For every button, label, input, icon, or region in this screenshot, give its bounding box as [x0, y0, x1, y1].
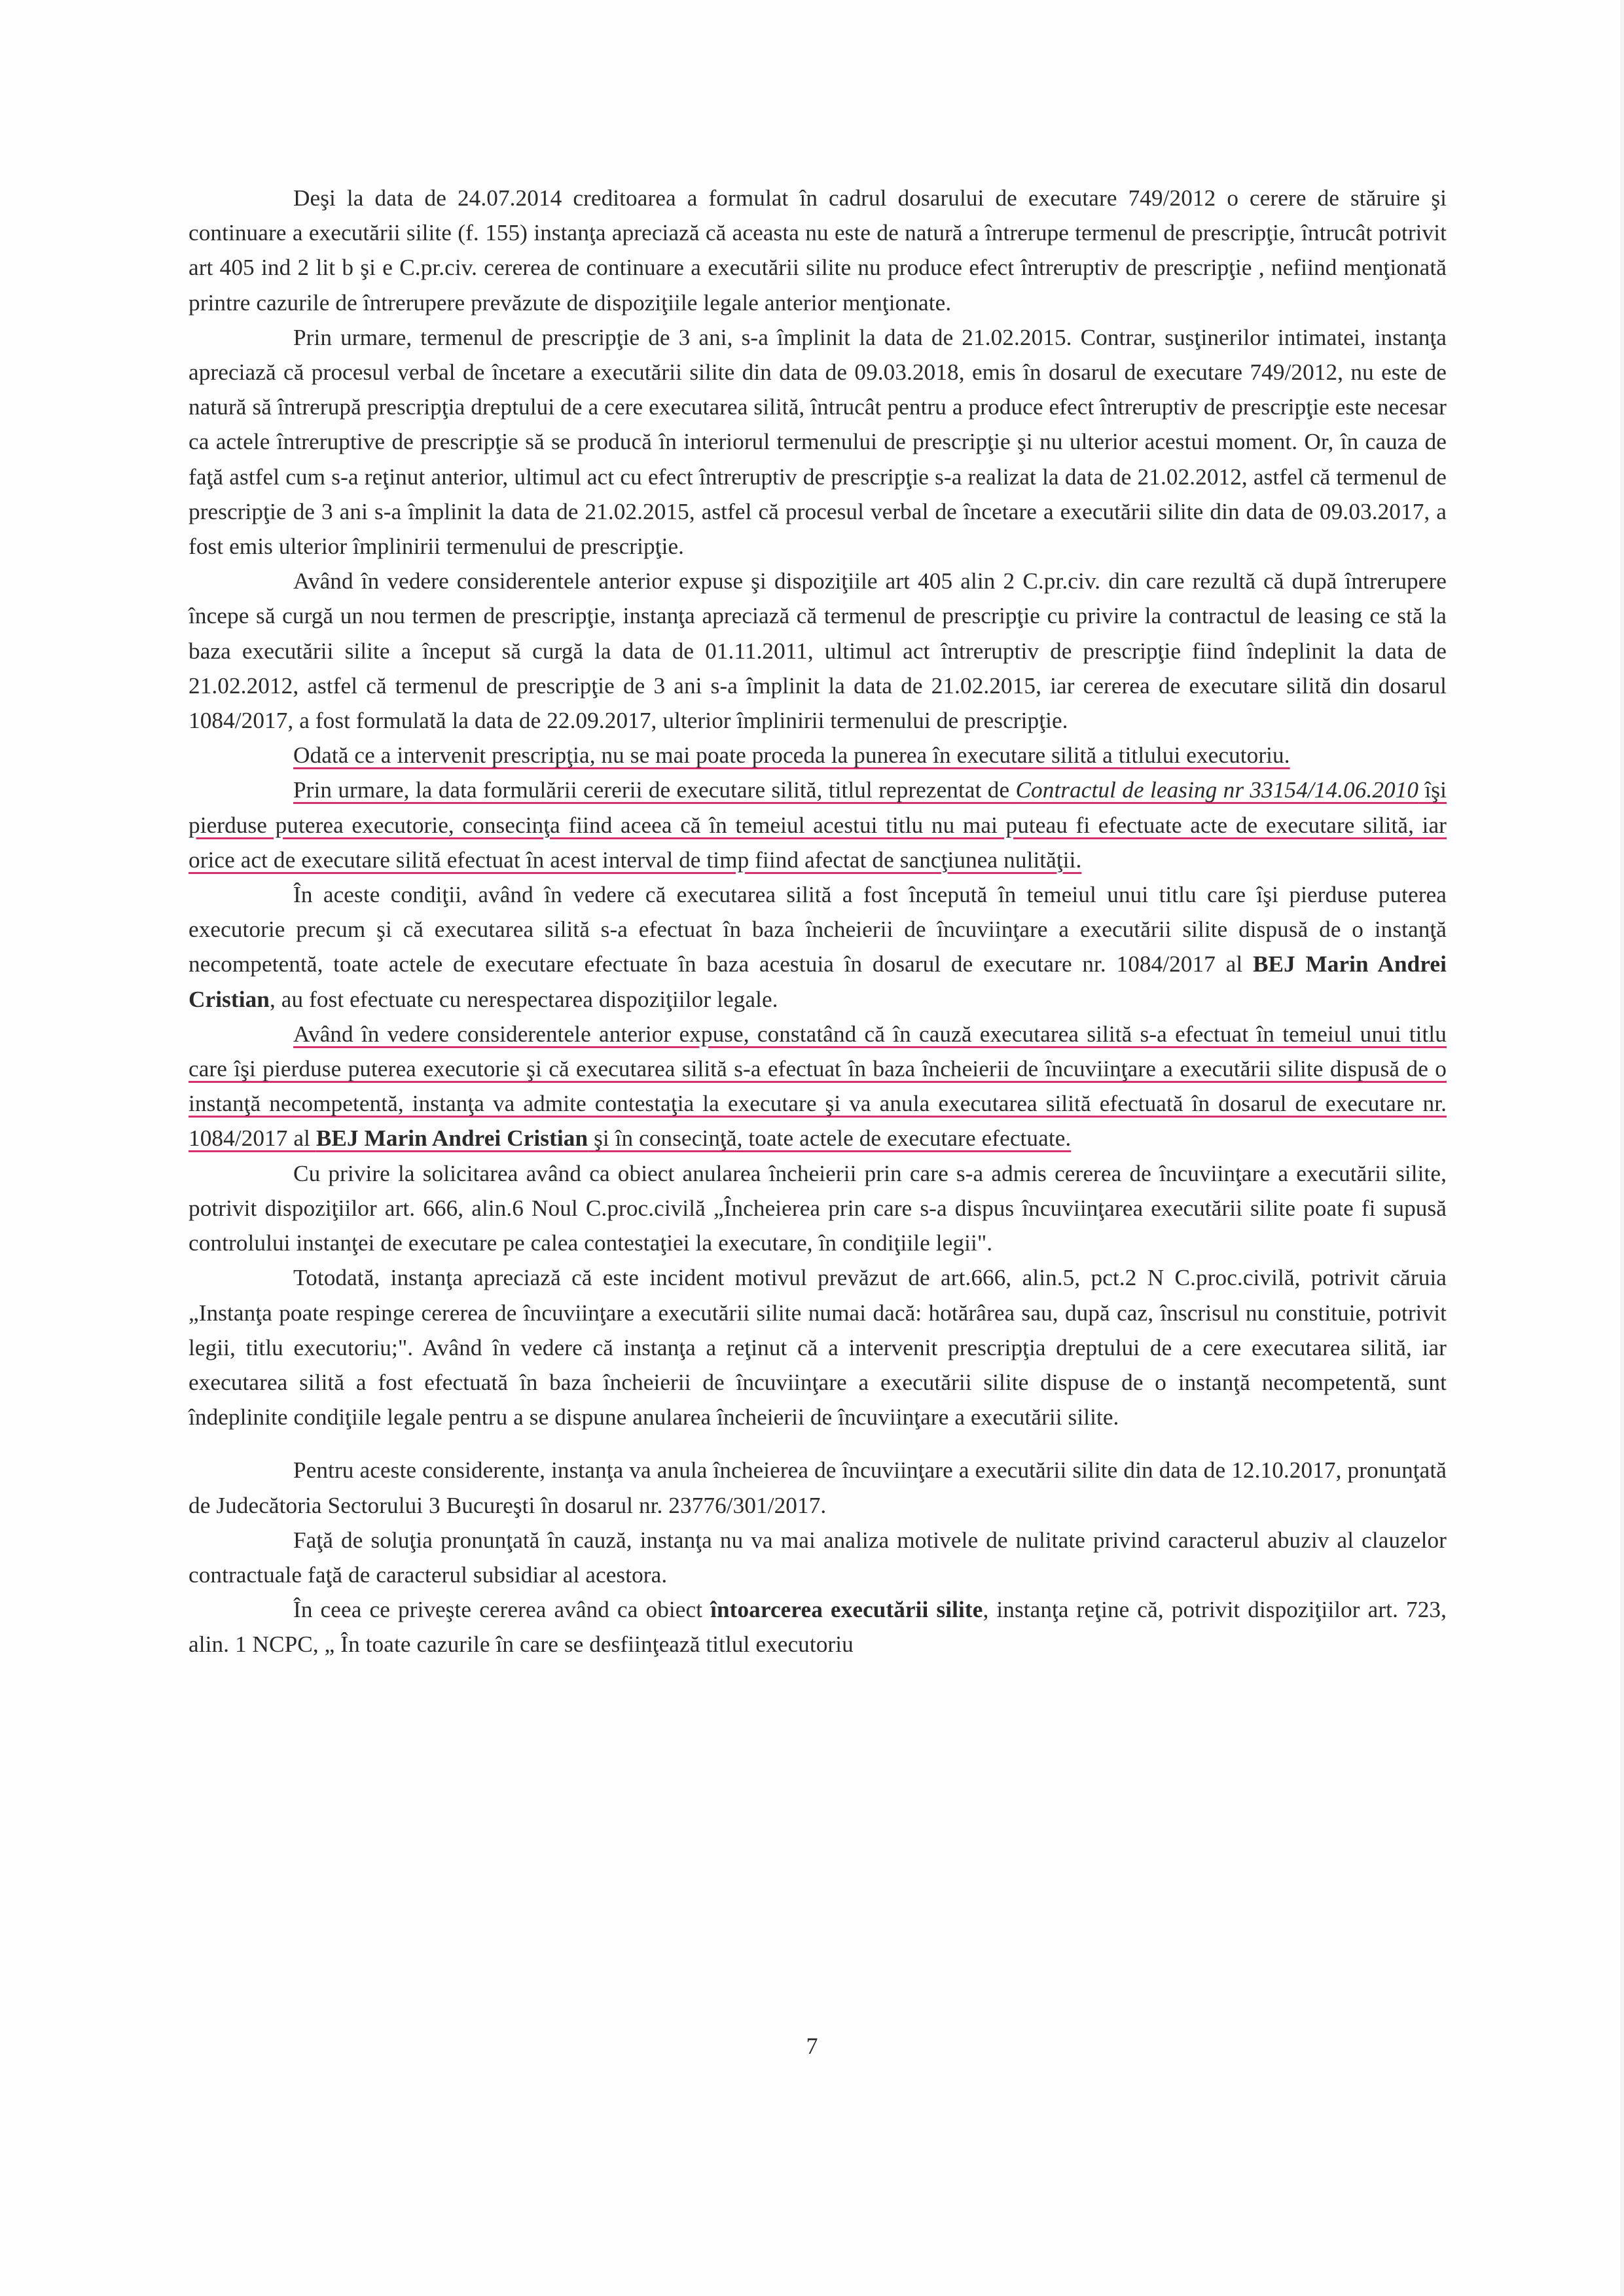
bailiff-name: BEJ Marin Andrei Cristian: [316, 1125, 588, 1152]
text-run: Având în vedere considerentele anterior expuse, constatând că în cauză executarea silită s-a efectuat în temeiul unui titlu care îşi pierduse puterea executorie şi că executarea silită s-a efectuat în baza încheierii de încuviinţare a executării silite dispusă de o instanţă necompetentă, instanţa va admite contestaţia la executare şi va anula executarea silită efectuată în dosarul de executare nr. 1084/2017 al: [189, 1021, 1447, 1152]
text-run: , au fost efectuate cu nerespectarea dispoziţiilor legale.: [269, 986, 778, 1012]
paragraph-12: [189, 1592, 1447, 1662]
paragraph-9: Totodată, instanţa apreciază că este incident motivul prevăzut de art.666, alin.5, pct.2 N C.proc.civilă, potrivit căruia „Instanţa poate respinge cererea de încuviinţare a executării silite numai dacă: hotărârea sau, după caz, înscrisul nu constituie, potrivit legii, titlu executoriu;". Având în vedere că instanţa a reţinut că a intervenit prescripţia dreptului de a cere executarea silită, iar executarea silită a fost efectuată în baza încheierii de încuviinţare a executării silite dispuse de o instanţă necompetentă, sunt îndeplinite condiţiile legale pentru a se dispune anularea încheierii de încuviinţare a executării silite.: [189, 1265, 1447, 1430]
paragraph-8: Cu privire la solicitarea având ca obiect anularea încheierii prin care s-a admis cererea de încuviinţare a executării silite, potrivit dispoziţiilor art. 666, alin.6 Noul C.proc.civilă „Încheierea prin care s-a dispus încuviinţarea executării silite poate fi supusă controlului instanţei de executare pe calea contestaţiei la executare, în condiţiile legii".: [189, 1160, 1447, 1256]
text-run: În ceea ce priveşte cererea având ca obiect: [293, 1597, 711, 1623]
contract-reference: Contractul de leasing nr 33154/14.06.2010: [1015, 777, 1419, 803]
highlighted-text: Odată ce a intervenit prescripţia, nu se mai poate proceda la punerea în executare silită a titlului executoriu.: [293, 742, 1290, 769]
page-number: 7: [806, 2033, 818, 2059]
text-run: îşi pierduse puterea executorie, consecinţa fiind aceea că în temeiul acestui titlu nu mai puteau fi efectuate acte de executare silită, iar orice act de executare silită efectuat în acest interval de timp fiind afectat de sancţiunea nulităţii.: [189, 777, 1447, 873]
paragraph-1: Deşi la data de 24.07.2014 creditoarea a formulat în cadrul dosarului de executare 749/2012 o cerere de stăruire şi continuare a executării silite (f. 155) instanţa apreciază că aceasta nu este de natură a întrerupe termenul de prescripţie, întrucât potrivit art 405 ind 2 lit b şi e C.pr.civ. cererea de continuare a executării silite nu produce efect întreruptiv de prescripţie , nefiind menţionată printre cazurile de întrerupere prevăzute de dispoziţiile legale anterior menţionate.: [189, 185, 1447, 316]
paragraph-5: [189, 773, 1447, 877]
document-body: [189, 181, 1447, 1662]
text-run: Prin urmare, la data formulării cererii de executare silită, titlul reprezentat de: [293, 777, 1016, 803]
bailiff-name: BEJ Marin Andrei Cristian: [189, 951, 1447, 1012]
text-run: , instanţa reţine că, potrivit dispoziţiilor art. 723, alin. 1 NCPC, „ În toate cazurile în care se desfiinţează titlul executoriu: [189, 1597, 1447, 1658]
paragraph-4: [189, 738, 1447, 773]
scan-edge: [1620, 0, 1624, 2296]
paragraph-6: [189, 877, 1447, 1017]
text-run: şi în consecinţă, toate actele de executare efectuate.: [588, 1125, 1072, 1152]
bold-term: întoarcerea executării silite: [710, 1597, 983, 1623]
paragraph-2: Prin urmare, termenul de prescripţie de 3 ani, s-a împlinit la data de 21.02.2015. Contrar, susţinerilor intimatei, instanţa apreciază că procesul verbal de încetare a executării silite din data de 09.03.2018, emis în dosarul de executare 749/2012, nu este de natură să întrerupă prescripţia dreptului de a cere executarea silită, întrucât pentru a produce efect întreruptiv de prescripţie este necesar ca actele întreruptive de prescripţie să se producă în interiorul termenului de prescripţie şi nu ulterior acestui moment. Or, în cauza de faţă astfel cum s-a reţinut anterior, ultimul act cu efect întreruptiv de prescripţie s-a realizat la data de 21.02.2012, astfel că termenul de prescripţie de 3 ani s-a împlinit la data de 21.02.2015, astfel că procesul verbal de încetare a executării silite din data de 09.03.2017, a fost emis ulterior împlinirii termenului de prescripţie.: [189, 324, 1447, 560]
text-run: În aceste condiţii, având în vedere că executarea silită a fost începută în temeiul unui titlu care îşi pierduse puterea executorie precum şi că executarea silită s-a efectuat în baza încheierii de încuviinţare a executării silite dispusă de o instanţă necompetentă, toate actele de executare efectuate în baza acestuia în dosarul de executare nr. 1084/2017 al: [189, 882, 1447, 977]
highlighted-text: [189, 777, 1447, 872]
highlighted-text: [189, 1021, 1447, 1152]
paragraph-10: Pentru aceste considerente, instanţa va anula încheierea de încuviinţare a executării silite din data de 12.10.2017, pronunţată de Judecătoria Sectorului 3 Bucureşti în dosarul nr. 23776/301/2017.: [189, 1457, 1447, 1518]
paragraph-7: [189, 1017, 1447, 1156]
paragraph-3: Având în vedere considerentele anterior expuse şi dispoziţiile art 405 alin 2 C.pr.civ. din care rezultă că după întrerupere începe să curgă un nou termen de prescripţie, instanţa apreciază că termenul de prescripţie cu privire la contractul de leasing ce stă la baza executării silite a început să curgă la data de 01.11.2011, ultimul act întreruptiv de prescripţie fiind îndeplinit la data de 21.02.2012, astfel că termenul de prescripţie de 3 ani s-a împlinit la data de 21.02.2015, iar cererea de executare silită din dosarul 1084/2017, a fost formulată la data de 22.09.2017, ulterior împlinirii termenului de prescripţie.: [189, 568, 1447, 734]
paragraph-11: Faţă de soluţia pronunţată în cauză, instanţa nu va mai analiza motivele de nulitate privind caracterul abuziv al clauzelor contractuale faţă de caracterul subsidiar al acestora.: [189, 1527, 1447, 1588]
